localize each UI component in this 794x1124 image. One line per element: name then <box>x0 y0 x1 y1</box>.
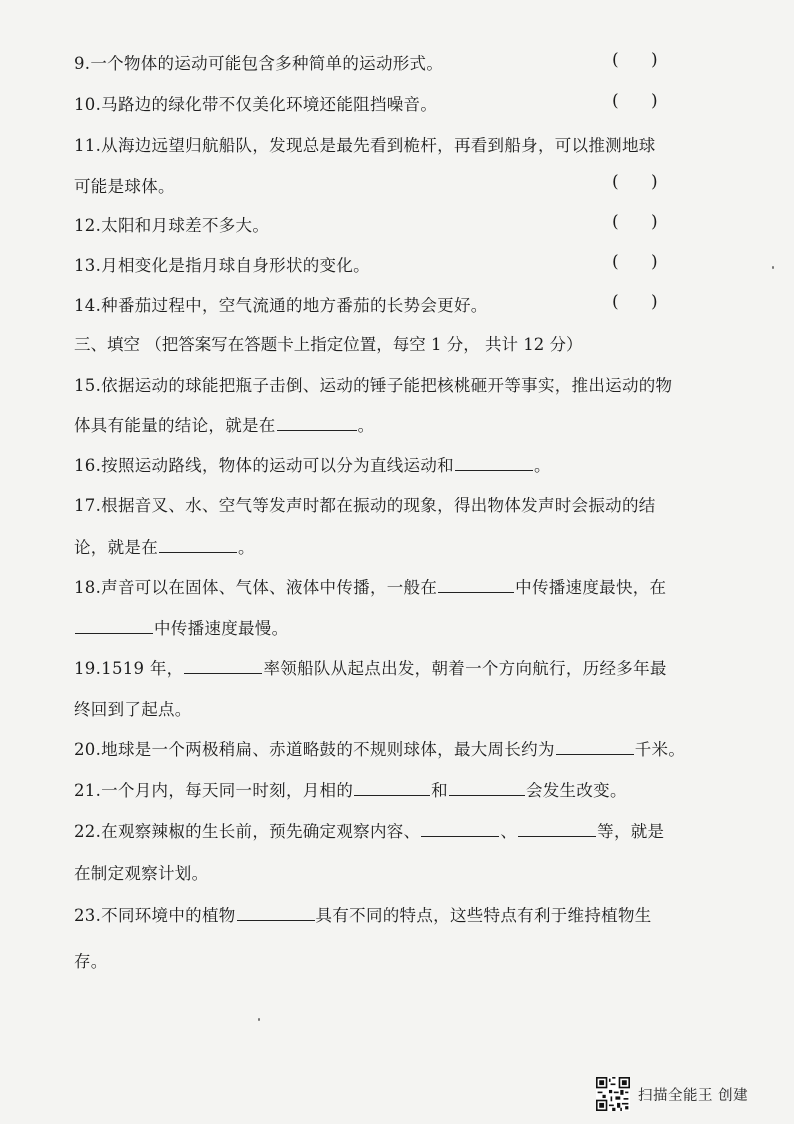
blank-19 <box>184 658 262 674</box>
question-17-end: 。 <box>238 538 255 557</box>
question-15-text: 体具有能量的结论，就是在 <box>74 416 276 435</box>
answer-paren-11: ( ) <box>612 172 658 192</box>
answer-paren-10: ( ) <box>612 91 658 111</box>
question-23-cont: 存。 <box>74 952 108 971</box>
question-20-text: 20.地球是一个两极稍扁、赤道略鼓的不规则球体，最大周长约为 <box>74 740 555 759</box>
blank-18b <box>75 618 153 634</box>
question-15: 15.依据运动的球能把瓶子击倒、运动的锤子能把核桃砸开等事实，推出运动的物 <box>74 376 673 395</box>
question-17: 17.根据音叉、水、空气等发声时都在振动的现象，得出物体发声时会振动的结 <box>74 496 656 515</box>
question-20-end: 千米。 <box>634 740 686 759</box>
answer-paren-12: ( ) <box>612 212 658 232</box>
question-22-cont: 在制定观察计划。 <box>74 864 209 883</box>
scan-speck <box>258 1018 260 1021</box>
blank-21b <box>449 780 525 796</box>
question-21 <box>74 777 627 801</box>
answer-paren-14: ( ) <box>612 292 658 312</box>
answer-paren-13: ( ) <box>612 252 658 272</box>
question-13: 13.月相变化是指月球自身形状的变化。 <box>74 256 370 275</box>
question-22-text: 22.在观察辣椒的生长前，预先确定观察内容、 <box>74 822 421 841</box>
blank-16 <box>455 455 533 471</box>
question-21-text: 21.一个月内，每天同一时刻，月相的 <box>74 781 354 800</box>
question-16-text: 16.按照运动路线，物体的运动可以分为直线运动和 <box>74 456 454 475</box>
question-19-text: 19.1519 年， <box>74 659 184 678</box>
question-18-mid: 中传播速度最快，在 <box>515 578 667 597</box>
question-22-sep: 、 <box>500 822 518 841</box>
question-19-mid: 率领船队从起点出发，朝着一个方向航行，历经多年最 <box>263 659 667 678</box>
answer-paren-9: ( ) <box>612 50 658 70</box>
question-23-text: 23.不同环境中的植物 <box>74 906 236 925</box>
question-17-text: 论，就是在 <box>74 538 158 557</box>
question-11: 11.从海边远望归航船队，发现总是最先看到桅杆，再看到船身，可以推测地球 <box>74 136 656 155</box>
question-12: 12.太阳和月球差不多大。 <box>74 216 270 235</box>
question-22-mid: 等，就是 <box>597 822 665 841</box>
question-15-cont <box>74 412 374 436</box>
question-11-cont: 可能是球体。 <box>74 177 175 196</box>
question-22 <box>74 818 664 842</box>
question-21-end: 会发生改变。 <box>525 781 627 800</box>
scanner-watermark <box>596 1076 748 1112</box>
scan-speck <box>772 266 774 269</box>
question-15-end: 。 <box>357 416 375 435</box>
blank-20 <box>556 739 634 755</box>
question-18-cont <box>74 615 288 639</box>
question-17-cont <box>74 534 255 558</box>
question-16 <box>74 452 551 476</box>
question-18-text: 18.声音可以在固体、气体、液体中传播，一般在 <box>74 578 438 597</box>
question-21-mid: 和 <box>431 781 448 800</box>
qr-code-icon <box>596 1077 630 1111</box>
question-18 <box>74 574 666 598</box>
blank-15 <box>277 415 357 431</box>
blank-18a <box>438 577 514 593</box>
question-19 <box>74 655 667 679</box>
blank-22a <box>421 821 499 837</box>
question-19-cont: 终回到了起点。 <box>74 700 192 719</box>
section-title-fill: 三、填空 （把答案写在答题卡上指定位置，每空 1 分， 共计 12 分） <box>74 335 583 354</box>
blank-22b <box>518 821 596 837</box>
question-23 <box>74 902 652 926</box>
question-18-end: 中传播速度最慢。 <box>154 619 289 638</box>
blank-23 <box>237 905 315 921</box>
blank-21a <box>354 780 430 796</box>
question-9: 9.一个物体的运动可能包含多种简单的运动形式。 <box>74 54 444 73</box>
question-16-end: 。 <box>533 456 551 475</box>
question-20 <box>74 736 685 760</box>
question-14: 14.种番茄过程中，空气流通的地方番茄的长势会更好。 <box>74 296 488 315</box>
blank-17 <box>159 537 237 553</box>
question-23-mid: 具有不同的特点，这些特点有利于维持植物生 <box>315 906 652 925</box>
question-10: 10.马路边的绿化带不仅美化环境还能阻挡噪音。 <box>74 95 438 114</box>
scanner-app-name: 扫描全能王 创建 <box>638 1087 749 1104</box>
